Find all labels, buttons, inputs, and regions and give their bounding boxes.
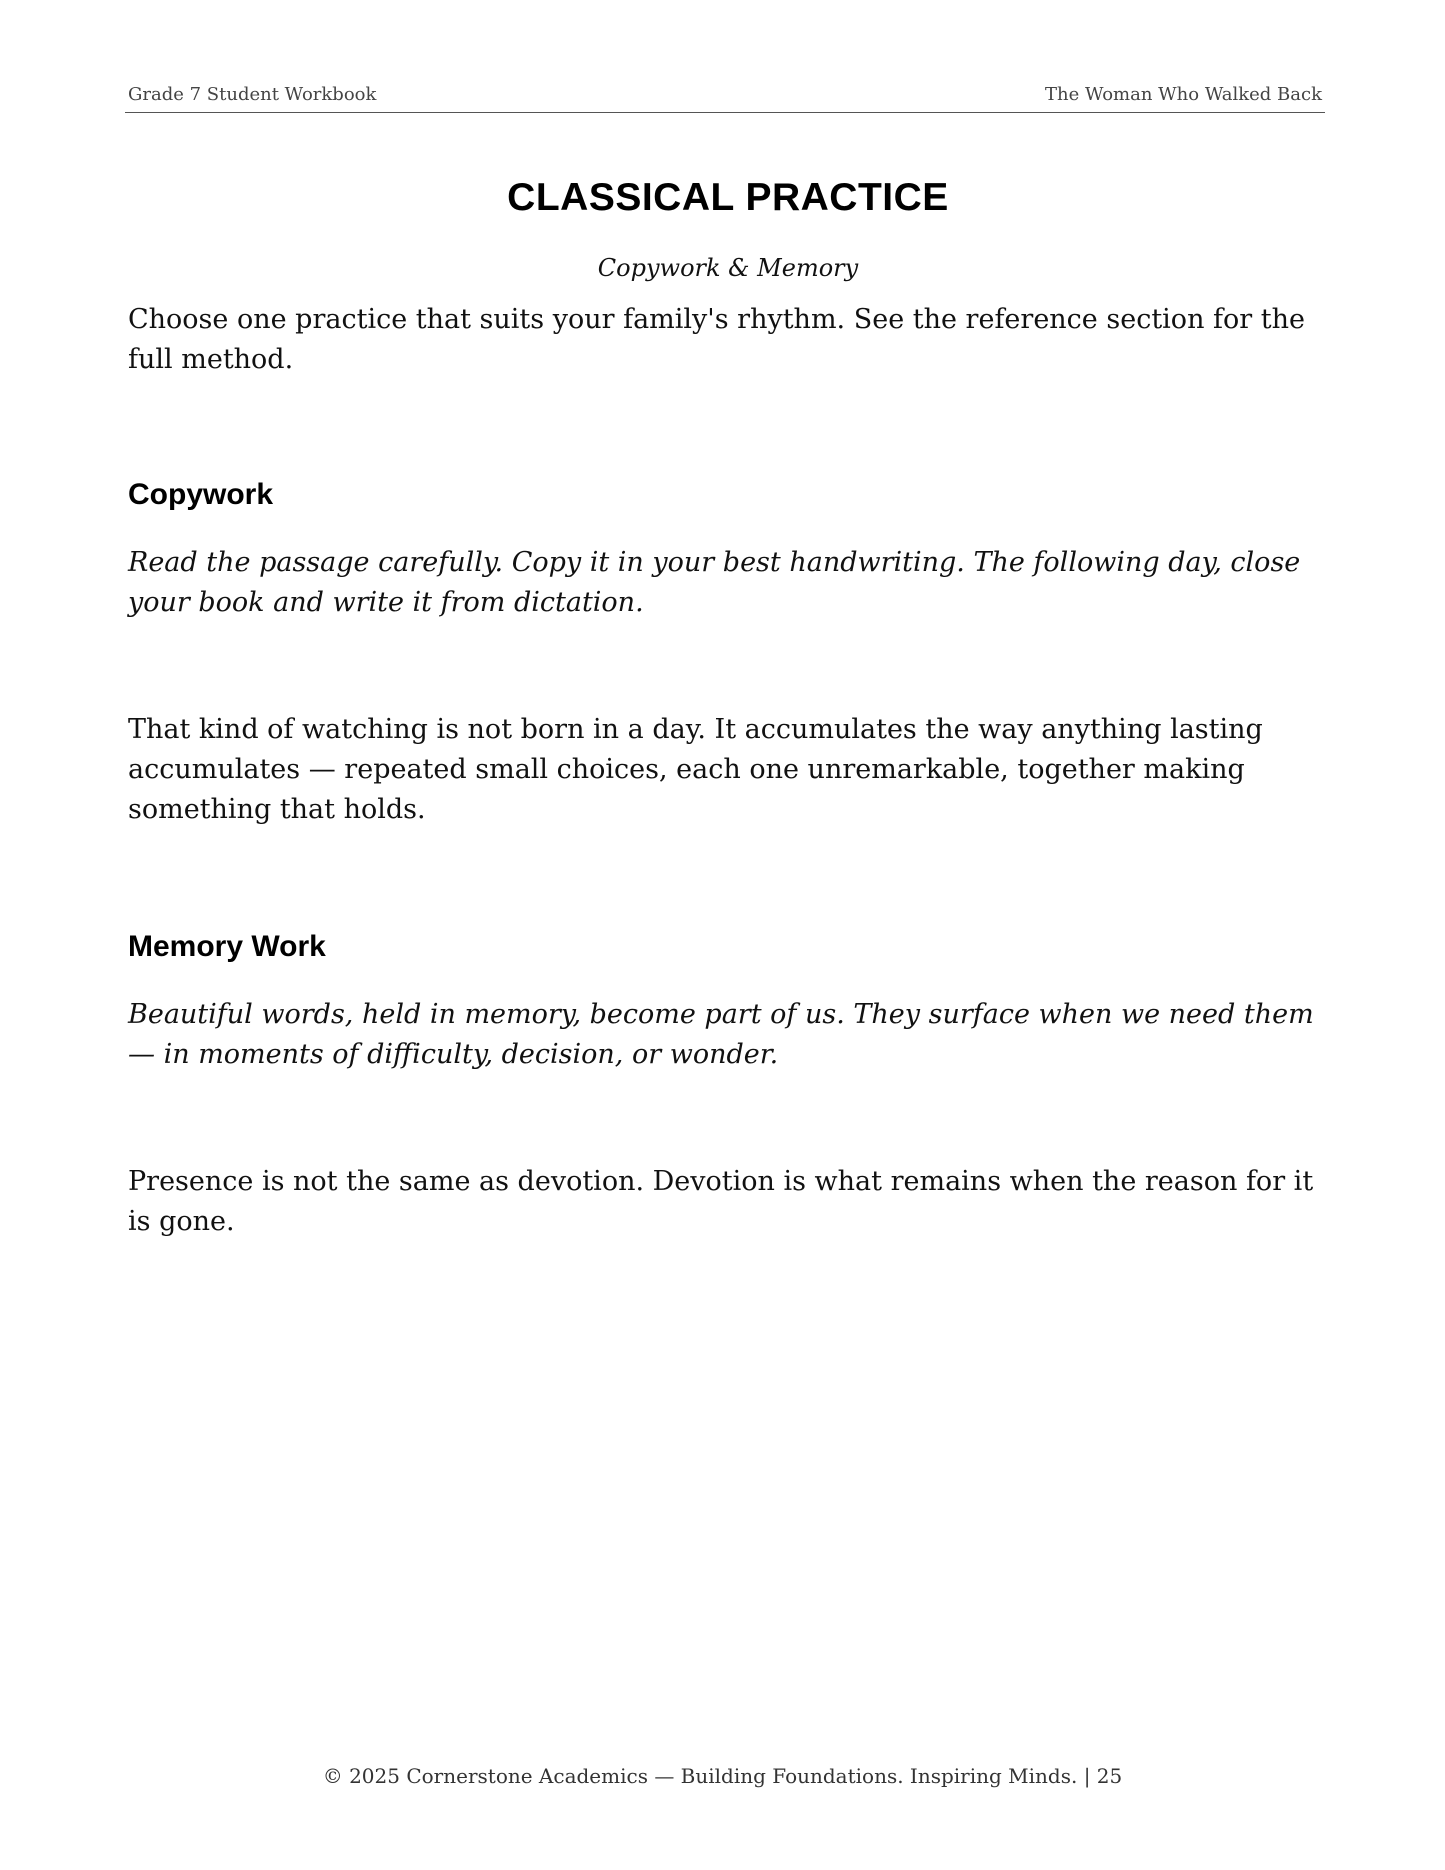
section-heading-memory-work: Memory Work xyxy=(128,930,326,963)
page-title: CLASSICAL PRACTICE xyxy=(507,176,949,219)
page-content xyxy=(128,170,1328,1242)
copywork-instruction: Read the passage carefully. Copy it in your best handwriting. The following day, close your book and write it from dictation. xyxy=(128,547,1301,618)
memory-work-instruction: Beautiful words, held in memory, become part of us. They surface when we need them — in moments of difficulty, decision, or wonder. xyxy=(128,999,1314,1070)
page-subtitle: Copywork & Memory xyxy=(597,254,859,282)
copywork-passage: That kind of watching is not born in a day. It accumulates the way anything lasting accumulates — repeated small choices, each one unremarkable, together making something that holds. xyxy=(128,714,1263,825)
page-footer: © 2025 Cornerstone Academics — Building Foundations. Inspiring Minds. | 25 xyxy=(322,1764,1123,1788)
header-book-title: Grade 7 Student Workbook xyxy=(128,84,377,105)
memory-work-passage: Presence is not the same as devotion. Devotion is what remains when the reason for it is gone. xyxy=(128,1166,1314,1237)
section-heading-copywork: Copywork xyxy=(128,478,274,511)
header-chapter-title: The Woman Who Walked Back xyxy=(1044,84,1322,105)
running-header xyxy=(125,82,1325,113)
intro-paragraph: Choose one practice that suits your family's rhythm. See the reference section for the full method. xyxy=(128,304,1305,375)
